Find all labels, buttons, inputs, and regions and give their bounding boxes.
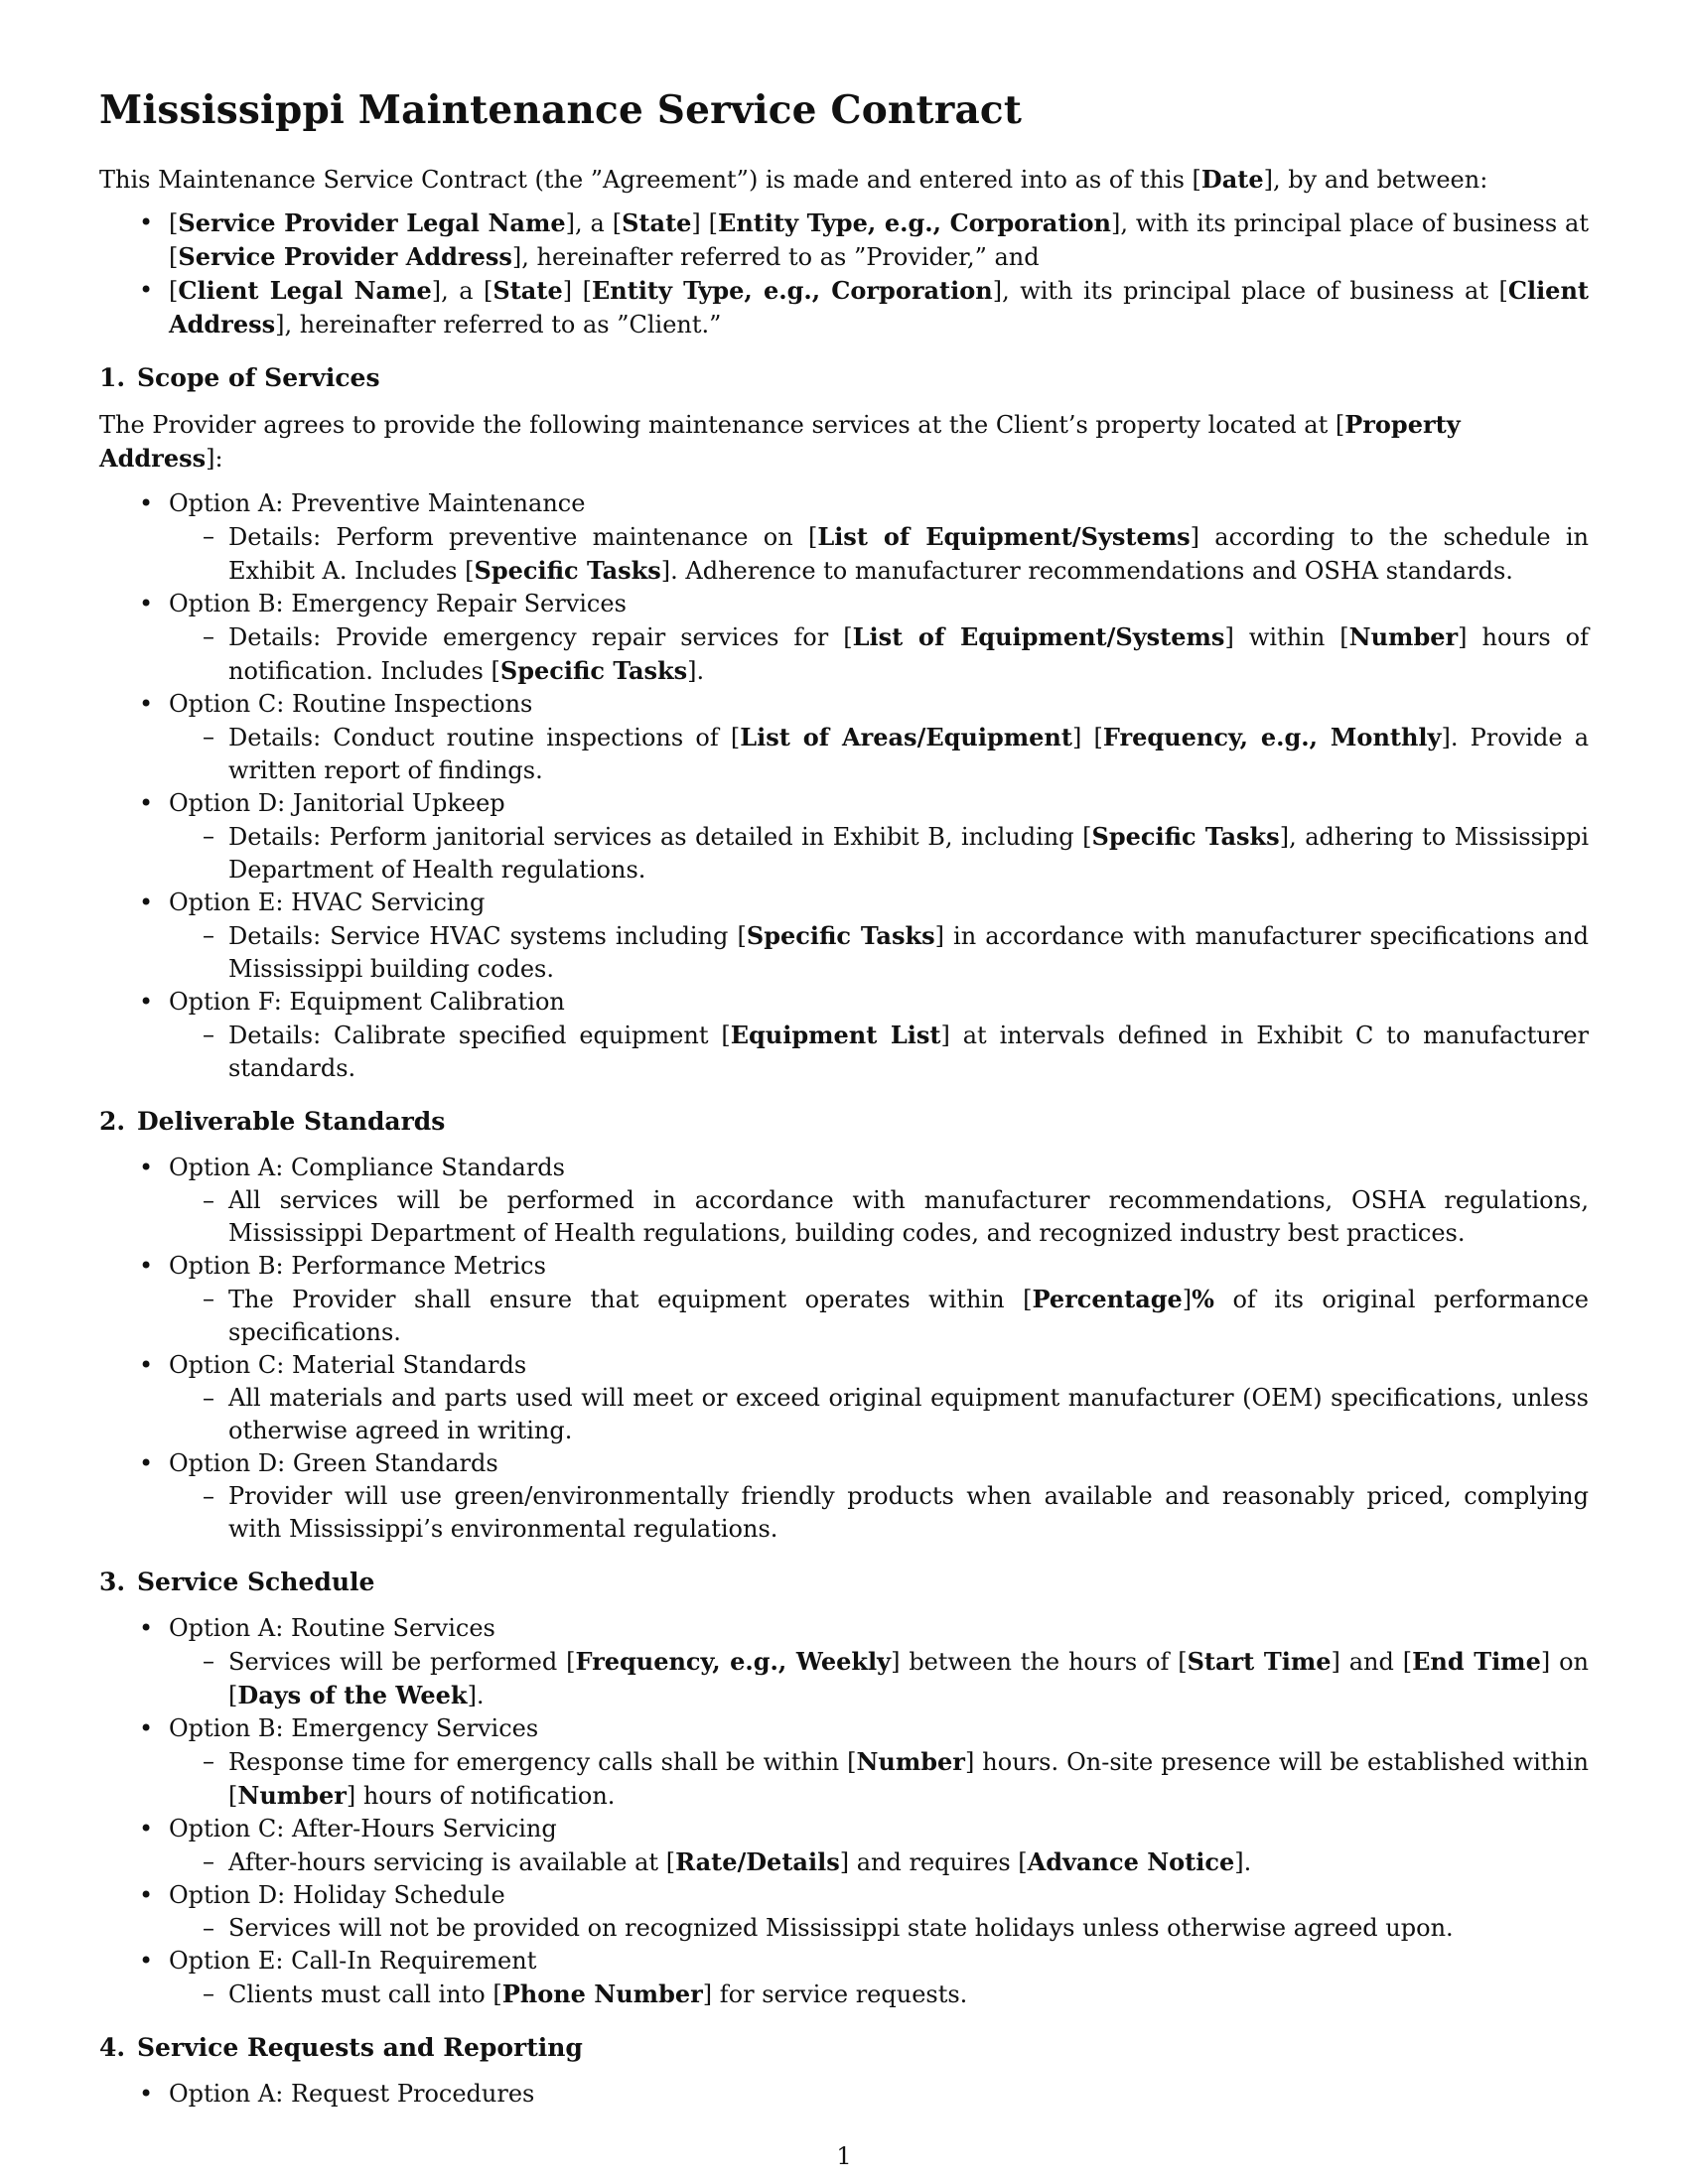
requests-options-list [99,2078,1589,2111]
list-item-details: – Clients must call into [Phone Number] for service requests. [99,1978,1589,2011]
list-item-details: – All services will be performed in accordance with manufacturer recommendations, OSHA regulations, Mississippi Department of Health regulations, building codes, and recognized industry best practices. [99,1184,1589,1250]
list-item: • Option D: Holiday Schedule [99,1879,1589,1912]
list-item-details: – Details: Perform preventive maintenance on [List of Equipment/Systems] according to the schedule in Exhibit A. Includes [Specific Tasks]. Adherence to manufacturer recommendations and OSHA standards. [99,520,1589,588]
schedule-options-list [99,1612,1589,2011]
list-item: • Option B: Emergency Repair Services [99,588,1589,620]
list-item-details: – Details: Calibrate specified equipment [Equipment List] at intervals defined in Exhibit C to manufacturer standards. [99,1019,1589,1085]
scope-options-list [99,487,1589,1085]
list-item: • Option C: Routine Inspections [99,688,1589,721]
party-provider: • [Service Provider Legal Name], a [State] [Entity Type, e.g., Corporation], with its principal place of business at [Service Provider Address], hereinafter referred to as ”Provider,” and [99,206,1589,274]
list-item: • Option E: Call-In Requirement [99,1945,1589,1978]
intro-paragraph: This Maintenance Service Contract (the ”Agreement”) is made and entered into as of this [Date], by and between: [99,165,1488,194]
list-item-details: – Services will be performed [Frequency, e.g., Weekly] between the hours of [Start Time] and [End Time] on [Days of the Week]. [99,1645,1589,1712]
scope-lead-paragraph: The Provider agrees to provide the following maintenance services at the Client’s property located at [Property Address]: [99,410,1461,473]
list-item: • Option B: Performance Metrics [99,1250,1589,1283]
deliverables-options-list [99,1152,1589,1546]
list-item: • Option D: Janitorial Upkeep [99,787,1589,820]
list-item: • Option A: Routine Services [99,1612,1589,1645]
section-heading-scope: 1. Scope of Services [99,363,380,392]
list-item: • Option F: Equipment Calibration [99,986,1589,1019]
list-item-details: – Provider will use green/environmentally friendly products when available and reasonably priced, complying with Mississippi’s environmental regulations. [99,1480,1589,1546]
date-placeholder: Date [1200,165,1264,194]
page-number: 1 [836,2142,852,2170]
list-item: • Option A: Preventive Maintenance [99,487,1589,520]
section-heading-requests: 4. Service Requests and Reporting [99,2033,583,2062]
list-item-details: – Services will not be provided on recognized Mississippi state holidays unless otherwise agreed upon. [99,1912,1589,1945]
list-item: • Option E: HVAC Servicing [99,887,1589,919]
list-item-details: – The Provider shall ensure that equipment operates within [Percentage]% of its original performance specifications. [99,1283,1589,1349]
document-title: Mississippi Maintenance Service Contract [99,87,1023,133]
list-item-details: – Details: Perform janitorial services as detailed in Exhibit B, including [Specific Tasks], adhering to Mississippi Department of Health regulations. [99,820,1589,887]
list-item: • Option A: Compliance Standards [99,1152,1589,1184]
list-item: • Option D: Green Standards [99,1447,1589,1480]
list-item: • Option C: After-Hours Servicing [99,1813,1589,1845]
list-item: • Option C: Material Standards [99,1349,1589,1382]
section-heading-deliverables: 2. Deliverable Standards [99,1107,446,1136]
list-item: • Option B: Emergency Services [99,1712,1589,1745]
list-item-details: – Response time for emergency calls shall be within [Number] hours. On-site presence will be established within [Number] hours of notification. [99,1745,1589,1813]
list-item-details: – Details: Service HVAC systems including [Specific Tasks] in accordance with manufacturer specifications and Mississippi building codes. [99,919,1589,986]
section-heading-schedule: 3. Service Schedule [99,1568,375,1596]
list-item-details: – All materials and parts used will meet or exceed original equipment manufacturer (OEM) specifications, unless otherwise agreed in writing. [99,1382,1589,1447]
list-item-details: – Details: Provide emergency repair services for [List of Equipment/Systems] within [Number] hours of notification. Includes [Specific Tasks]. [99,620,1589,688]
list-item-details: – Details: Conduct routine inspections of [List of Areas/Equipment] [Frequency, e.g., Monthly]. Provide a written report of findings. [99,721,1589,787]
document-page [99,87,1589,2111]
list-item-details: – After-hours servicing is available at [Rate/Details] and requires [Advance Notice]. [99,1845,1589,1879]
party-client: • [Client Legal Name], a [State] [Entity Type, e.g., Corporation], with its principal place of business at [Client Address], hereinafter referred to as ”Client.” [99,274,1589,341]
list-item: • Option A: Request Procedures [99,2078,1589,2111]
parties-list [99,206,1589,341]
